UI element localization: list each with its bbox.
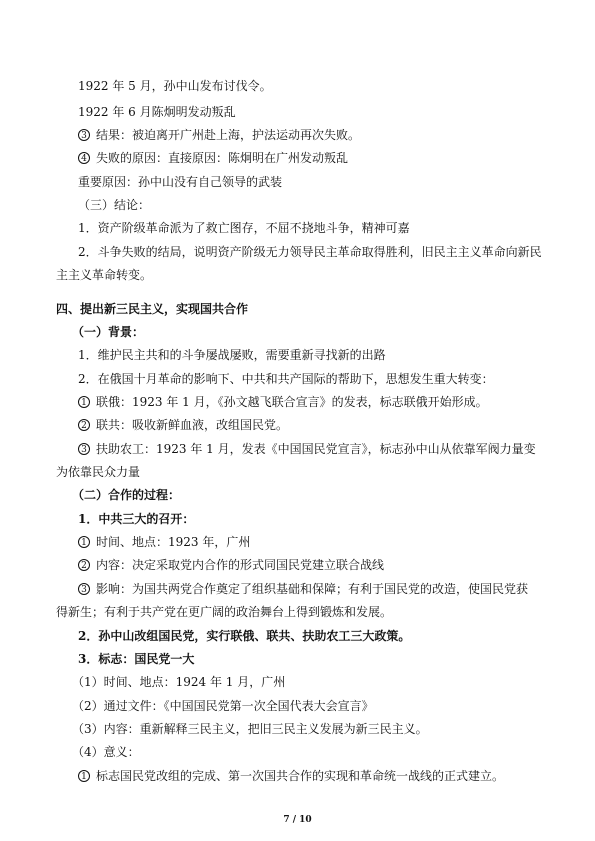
text-line: 2．斗争失败的结局，说明资产阶级无力领导民主革命取得胜利，旧民主主义革命向新民 <box>78 245 542 259</box>
text-line: 2．在俄国十月革命的影响下、中共和共产国际的帮助下，思想发生重大转变： <box>78 372 494 386</box>
text-line: 4 失败的原因：直接原因：陈炯明在广州发动叛乱 <box>78 150 348 166</box>
text-line: （3）内容：重新解释三民主义，把旧三民主义发展为新三民主义。 <box>72 722 428 736</box>
subsection-heading: 2．孙中山改组国民党，实行联俄、联共、扶助农工三大政策。 <box>78 629 411 643</box>
circled-number-icon: 2 <box>78 419 90 431</box>
text-line: 1 标志国民党改组的完成、第一次国共合作的实现和革命统一战线的正式建立。 <box>78 768 504 784</box>
circled-number-icon: 1 <box>78 396 90 408</box>
subsection-heading: 3．标志：国民党一大 <box>78 652 195 666</box>
subsection-heading: 1．中共三大的召开： <box>78 512 195 526</box>
text-line: 3 扶助农工：1923 年 1 月，发表《中国国民党宣言》，标志孙中山从依靠军阀力量变 <box>78 441 536 457</box>
circled-number-icon: 2 <box>78 559 90 571</box>
text-line: 主主义革命转变。 <box>56 268 153 282</box>
section-heading: （二）合作的过程： <box>72 488 181 502</box>
text-line: 1922 年 6 月陈炯明发动叛乱 <box>78 105 236 119</box>
text-line: 重要原因：孙中山没有自己领导的武装 <box>78 175 283 189</box>
circled-number-icon: 3 <box>78 583 90 595</box>
circled-number-icon: 3 <box>78 443 90 455</box>
section-heading: （三）结论： <box>78 198 151 212</box>
text-line: 2 联共：吸收新鲜血液，改组国民党。 <box>78 417 288 433</box>
chapter-heading: 四、提出新三民主义，实现国共合作 <box>56 302 249 316</box>
circled-number-icon: 4 <box>78 152 90 164</box>
circled-number-icon: 1 <box>78 536 90 548</box>
text-line: 2 内容：决定采取党内合作的形式同国民党建立联合战线 <box>78 557 384 573</box>
section-heading: （一）背景： <box>72 325 145 339</box>
circled-number-icon: 3 <box>78 129 90 141</box>
text-line: 1 联俄：1923 年 1 月，《孙文越飞联合宣言》的发表，标志联俄开始形成。 <box>78 394 488 410</box>
text-line: 3 结果：被迫离开广州赴上海，护法运动再次失败。 <box>78 127 360 143</box>
text-line: （2）通过文件：《中国国民党第一次全国代表大会宣言》 <box>72 699 374 713</box>
text-line: （1）时间、地点：1924 年 1 月，广州 <box>72 675 286 689</box>
text-line: 3 影响：为国共两党合作奠定了组织基础和保障；有利于国民党的改造，使国民党获 <box>78 581 528 597</box>
text-line: 1．维护民主共和的斗争屡战屡败，需要重新寻找新的出路 <box>78 348 386 362</box>
page-number: 7 / 10 <box>283 815 312 825</box>
text-line: 得新生；有利于共产党在更广阔的政治舞台上得到锻炼和发展。 <box>56 605 393 619</box>
text-line: 1922 年 5 月，孙中山发布讨伐令。 <box>78 79 272 93</box>
circled-number-icon: 1 <box>78 770 90 782</box>
text-line: 为依靠民众力量 <box>56 465 141 479</box>
text-line: （4）意义： <box>72 745 140 759</box>
text-line: 1．资产阶级革命派为了救亡图存，不屈不挠地斗争，精神可嘉 <box>78 221 410 235</box>
text-line: 1 时间、地点：1923 年，广州 <box>78 534 250 550</box>
